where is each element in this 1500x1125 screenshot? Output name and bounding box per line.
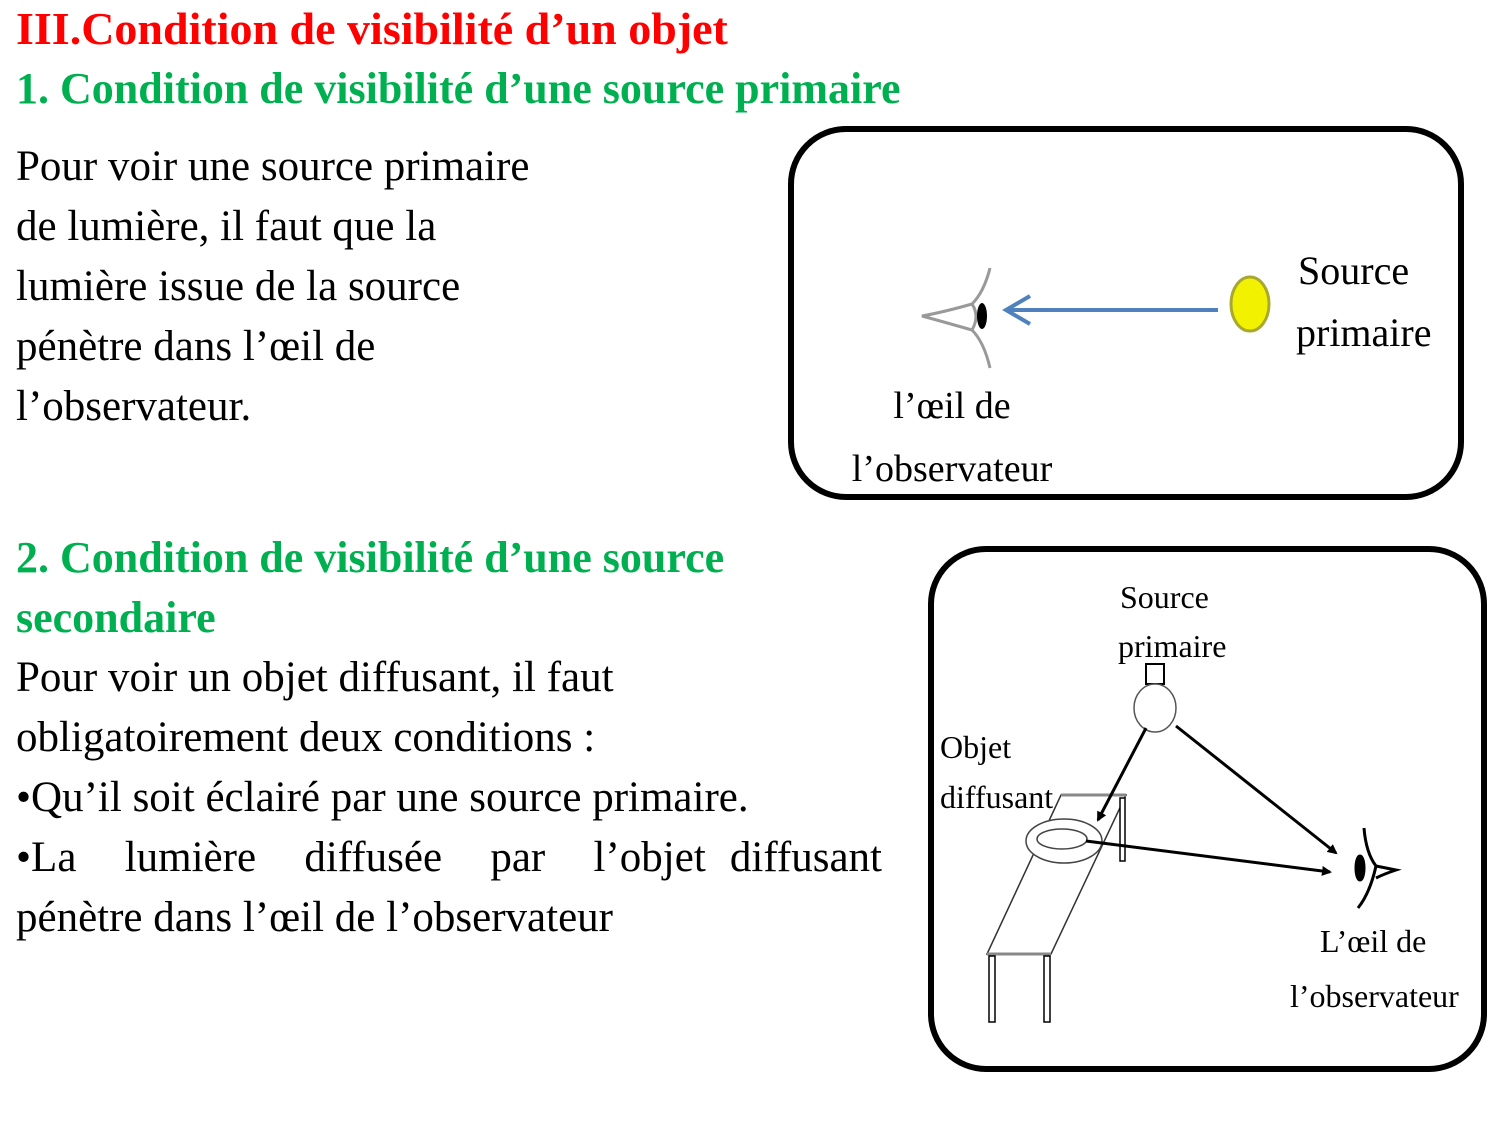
- bullet-item: •Qu’il soit éclairé par une source primaire.: [16, 774, 749, 821]
- object-label: Objet: [940, 729, 1012, 765]
- text-line: obligatoirement deux conditions :: [16, 714, 596, 761]
- eye-label: L’œil de: [1320, 923, 1427, 959]
- text-line: pénètre dans l’œil de l’observateur: [16, 894, 613, 941]
- primary-source-diagram: [788, 126, 1464, 500]
- section1-heading: 1. Condition de visibilité d’une source primaire: [16, 64, 901, 113]
- source-label: primaire: [1118, 628, 1227, 664]
- object-label: diffusant: [940, 779, 1054, 815]
- text-line: Pour voir un objet diffusant, il faut: [16, 654, 614, 701]
- text-line: lumière issue de la source: [16, 263, 461, 310]
- text-line: pénètre dans l’œil de: [16, 323, 376, 370]
- text-line: de lumière, il faut que la: [16, 203, 437, 250]
- section2-heading: secondaire: [16, 593, 216, 642]
- text-line: Pour voir une source primaire: [16, 143, 530, 190]
- eye-label: l’œil de: [893, 385, 1011, 427]
- diagram-canvas: [794, 132, 1458, 494]
- light-ray-arrow: [1006, 296, 1218, 324]
- lamp-icon: [1134, 664, 1176, 732]
- diagram-canvas: [930, 548, 1477, 1062]
- page-title: III.Condition de visibilité d’un objet: [16, 3, 728, 54]
- bullet-item: •La lumière diffusée par l’objet diffusant: [16, 834, 882, 881]
- secondary-source-diagram: [928, 546, 1487, 1072]
- source-label: Source: [1298, 248, 1410, 293]
- eye-label: l’observateur: [851, 448, 1053, 490]
- eye-icon: [1356, 828, 1396, 908]
- text-line: l’observateur.: [16, 383, 252, 430]
- source-label: primaire: [1296, 310, 1432, 355]
- eye-icon: [922, 268, 990, 368]
- eye-label: l’observateur: [1290, 978, 1459, 1014]
- primary-source-icon: [1231, 277, 1269, 331]
- source-label: Source: [1120, 579, 1209, 615]
- section2-heading: 2. Condition de visibilité d’une source: [16, 533, 725, 582]
